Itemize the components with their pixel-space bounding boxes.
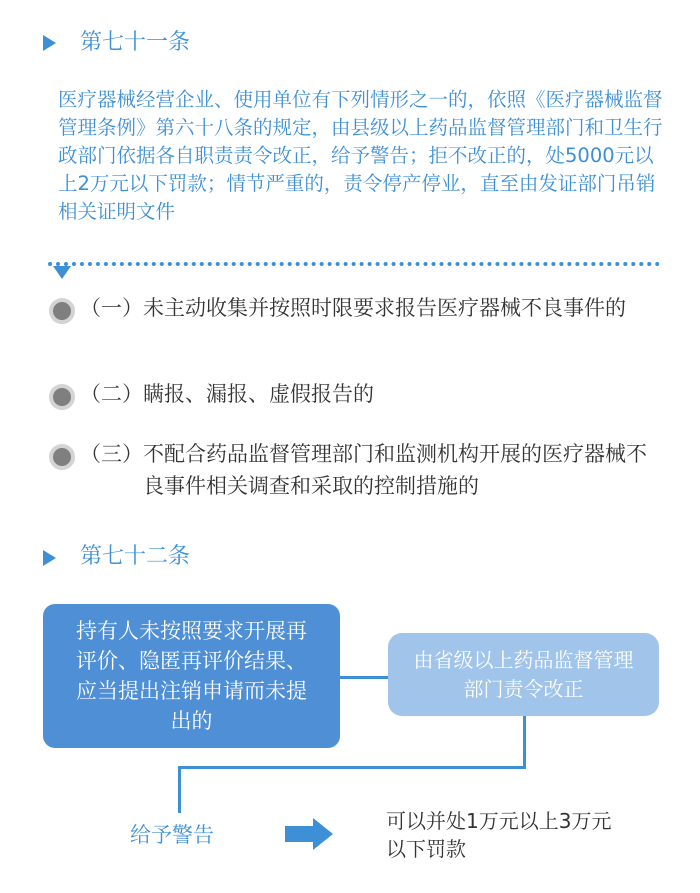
bullet-icon: [49, 298, 75, 324]
triangle-right-icon: [43, 550, 56, 566]
item-2-label: （二）: [80, 382, 143, 406]
connector-horizontal-bottom: [178, 766, 526, 769]
item-3-text: 不配合药品监督管理部门和监测机构开展的医疗器械不良事件相关调查和采取的控制措施的: [143, 442, 647, 498]
article-71-rule-text: 医疗器械经营企业、使用单位有下列情形之一的，依照《医疗器械监督管理条例》第六十八条的规定，由县级以上药品监督管理部门和卫生行政部门依据各自职责责令改正，给予警告；拒不改正的，处5000元以上2万元以下罚款；情节严重的，责令停产停业，直至由发证部门吊销相关证明文件: [58, 88, 663, 223]
condition-box: [43, 604, 340, 748]
order-box: [388, 633, 659, 716]
item-2-text: 瞒报、漏报、虚假报告的: [143, 382, 374, 406]
article-72-title: 第七十二条: [80, 544, 191, 569]
fine-text: 可以并处1万元以上3万元以下罚款: [386, 809, 612, 861]
item-1-label: （一）: [80, 296, 143, 320]
connector-vertical-right: [523, 714, 526, 769]
item-1-text: 未主动收集并按照时限要求报告医疗器械不良事件的: [143, 296, 626, 320]
triangle-down-icon: [53, 266, 71, 279]
item-3-label: （三）: [80, 442, 143, 466]
warning-text: 给予警告: [130, 823, 214, 847]
condition-text: 持有人未按照要求开展再评价、隐匿再评价结果、应当提出注销申请而未提出的: [76, 619, 307, 733]
connector-horizontal: [340, 676, 390, 679]
arrow-right-icon: [285, 816, 335, 852]
order-text: 由省级以上药品监督管理部门责令改正: [413, 647, 634, 701]
bullet-icon: [49, 444, 75, 470]
dotted-divider: [48, 262, 660, 266]
connector-vertical-left: [178, 766, 181, 813]
triangle-right-icon: [43, 35, 56, 51]
bullet-icon: [49, 384, 75, 410]
article-71-title: 第七十一条: [80, 30, 191, 55]
